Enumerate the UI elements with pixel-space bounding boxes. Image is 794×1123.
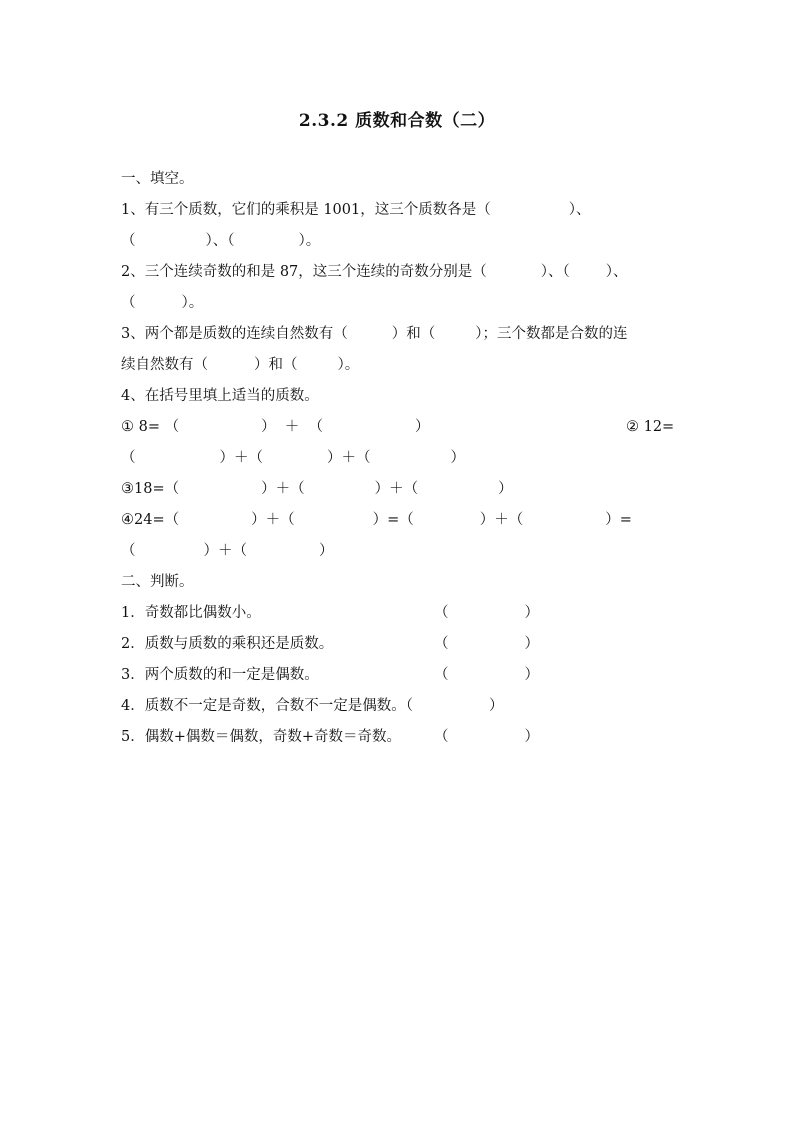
question-4d-line-2: （ ）＋（ ） xyxy=(121,543,334,559)
question-2-line-1: 2、三个连续奇数的和是 87，这三个连续的奇数分别是（ ）、（ ）、 xyxy=(121,264,628,280)
question-1-line-1: 1、有三个质数，它们的乘积是 1001，这三个质数各是（ ）、 xyxy=(121,202,591,218)
question-4d: ④24=（ ）＋（ ）=（ ）＋（ ）= xyxy=(121,512,632,528)
section-heading-judge: 二、判断。 xyxy=(121,574,194,590)
judge-answer-5: （ ） xyxy=(434,729,539,745)
judge-item-1: 1．奇数都比偶数小。 xyxy=(121,605,261,621)
judge-answer-2: （ ） xyxy=(434,636,539,652)
judge-item-2: 2．质数与质数的乘积还是质数。 xyxy=(121,636,334,652)
question-4b-label: ② 12= xyxy=(626,419,675,435)
question-4-prompt: 4、在括号里填上适当的质数。 xyxy=(121,388,319,404)
question-2-line-2: （ ）。 xyxy=(121,295,204,311)
judge-item-3: 3．两个质数的和一定是偶数。 xyxy=(121,667,319,683)
judge-answer-1: （ ） xyxy=(434,605,539,621)
question-4b: （ ）＋（ ）＋（ ） xyxy=(121,450,465,466)
question-3-line-2: 续自然数有（ ）和（ ）。 xyxy=(121,357,360,373)
judge-item-5: 5．偶数+偶数＝偶数，奇数+奇数＝奇数。 xyxy=(121,729,402,745)
judge-answer-3: （ ） xyxy=(434,667,539,683)
question-4c: ③18=（ ）＋（ ）＋（ ） xyxy=(121,481,513,497)
question-3-line-1: 3、两个都是质数的连续自然数有（ ）和（ ）；三个数都是合数的连 xyxy=(121,326,628,342)
section-heading-fill: 一、填空。 xyxy=(121,171,194,187)
question-4a: ① 8= （ ） ＋ （ ） xyxy=(121,419,430,435)
question-1-line-2: （ ）、（ ）。 xyxy=(121,233,321,249)
page-title: 2.3.2 质数和合数（二） xyxy=(298,111,496,131)
judge-item-4: 4．质数不一定是奇数，合数不一定是偶数。（ ） xyxy=(121,698,504,714)
